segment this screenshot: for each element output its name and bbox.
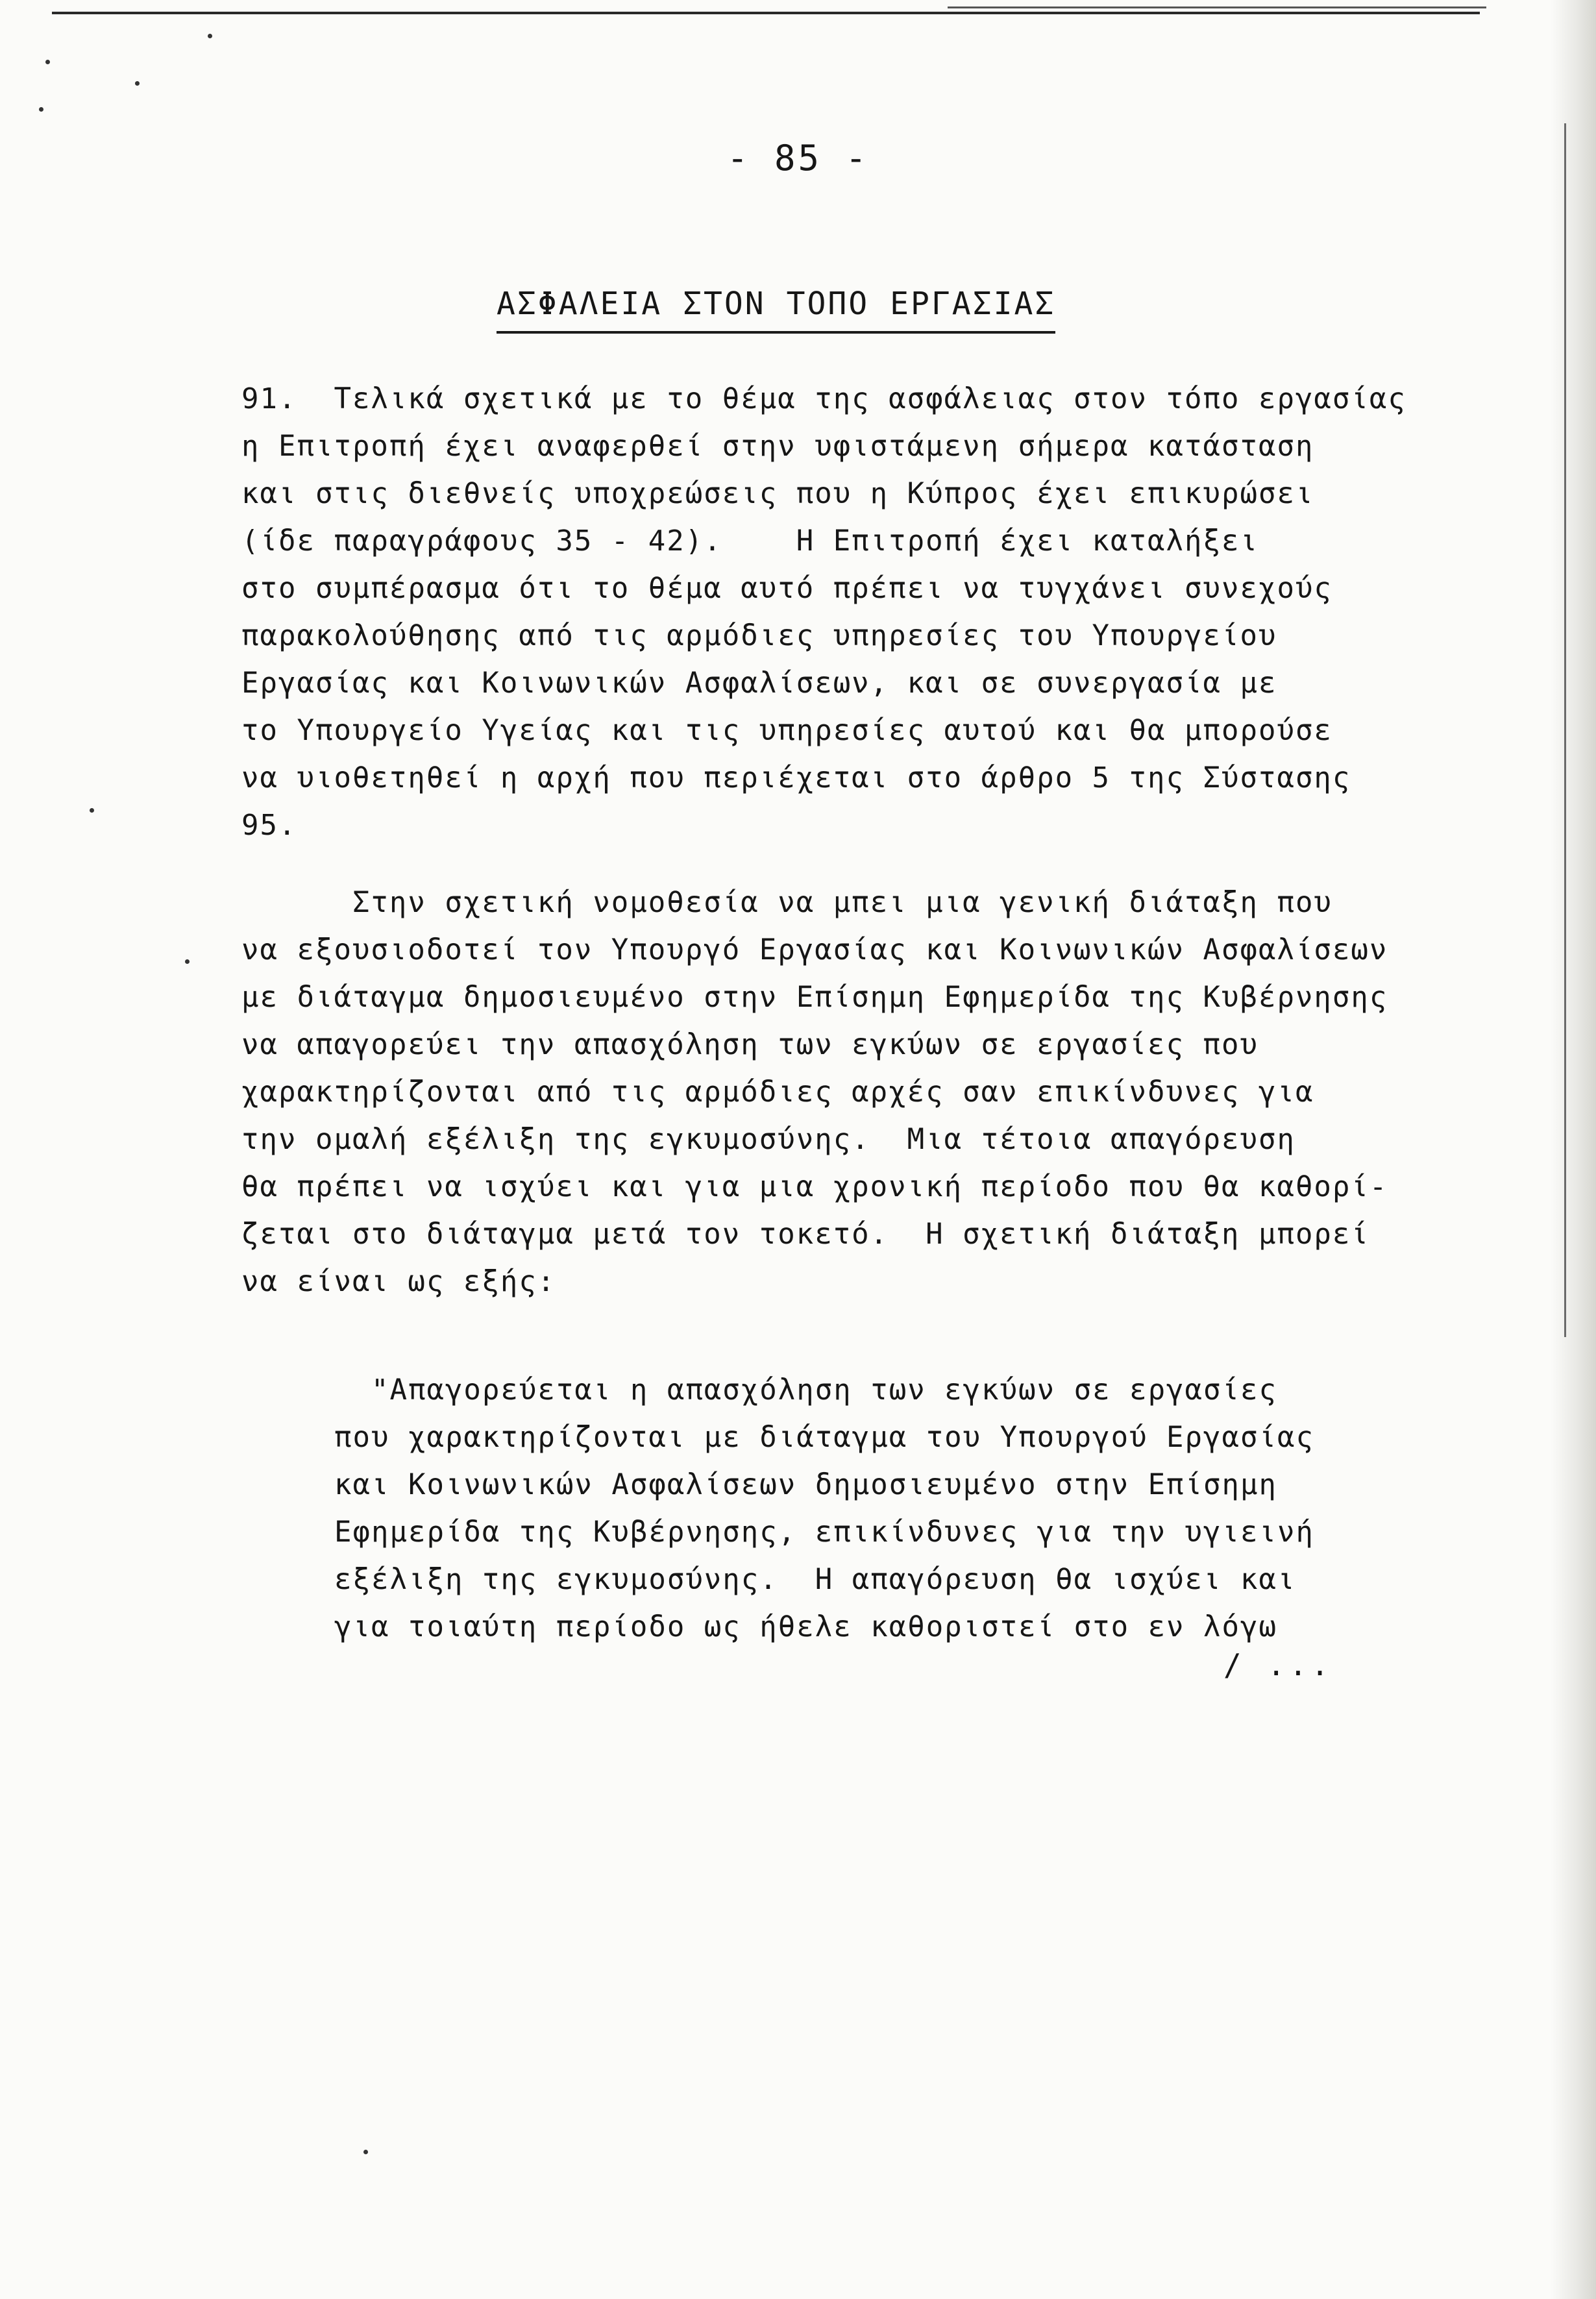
top-border-line-right (948, 6, 1486, 8)
text-line: να είναι ως εξής: (241, 1265, 556, 1298)
scan-speck (185, 959, 190, 964)
text-line: Εργασίας και Κοινωνικών Ασφαλίσεων, και σε συνεργασία με (241, 667, 1277, 700)
text-line: να απαγορεύει την απασχόληση των εγκύων σε εργασίες που (241, 1028, 1258, 1061)
paragraph-91 (241, 375, 1475, 849)
quoted-provision (334, 1366, 1567, 1651)
text-line: το Υπουργείο Υγείας και τις υπηρεσίες αυτού και θα μπορούσε (241, 714, 1332, 747)
scan-speck (363, 2150, 368, 2154)
top-border-line (52, 12, 1480, 14)
paragraph-legislation (241, 879, 1475, 1305)
text-line: και στις διεθνείς υποχρεώσεις που η Κύπρος έχει επικυρώσει (241, 477, 1314, 510)
text-line: 91. Τελικά σχετικά με το θέμα της ασφάλειας στον τόπο εργασίας (241, 382, 1406, 415)
text-line: η Επιτροπή έχει αναφερθεί στην υφιστάμενη σήμερα κατάσταση (241, 430, 1314, 463)
text-line: με διάταγμα δημοσιευμένο στην Επίσημη Εφημερίδα της Κυβέρνησης (241, 981, 1388, 1014)
text-line: Στην σχετική νομοθεσία να μπει μια γενική διάταξη που (241, 886, 1332, 919)
scan-speck (45, 60, 50, 64)
text-line: (ίδε παραγράφους 35 - 42). Η Επιτροπή έχει καταλήξει (241, 524, 1258, 558)
scan-speck (208, 34, 212, 38)
scan-speck (90, 808, 94, 813)
text-line: "Απαγορεύεται η απασχόληση των εγκύων σε εργασίες (334, 1373, 1278, 1407)
text-line: στο συμπέρασμα ότι το θέμα αυτό πρέπει να τυγχάνει συνεχούς (241, 572, 1332, 605)
text-line: που χαρακτηρίζονται με διάταγμα του Υπουργού Εργασίας (334, 1421, 1314, 1454)
text-line: να εξουσιοδοτεί τον Υπουργό Εργασίας και Κοινωνικών Ασφαλίσεων (241, 933, 1388, 966)
text-line: να υιοθετηθεί η αρχή που περιέχεται στο άρθρο 5 της Σύστασης (241, 761, 1351, 794)
scan-edge-rule (1564, 123, 1566, 1337)
page-number: - 85 - (726, 138, 870, 178)
text-line: 95. (241, 809, 297, 842)
section-heading: ΑΣΦΑΛΕΙΑ ΣΤΟΝ ΤΟΠΟ ΕΡΓΑΣΙΑΣ (497, 286, 1055, 334)
scan-speck (39, 107, 43, 112)
scan-edge-shadow (1551, 0, 1596, 2299)
text-line: χαρακτηρίζονται από τις αρμόδιες αρχές σαν επικίνδυνες για (241, 1076, 1314, 1109)
text-line: θα πρέπει να ισχύει και για μια χρονική περίοδο που θα καθορί- (241, 1170, 1388, 1203)
text-line: παρακολούθησης από τις αρμόδιες υπηρεσίες του Υπουργείου (241, 619, 1277, 652)
text-line: την ομαλή εξέλιξη της εγκυμοσύνης. Μια τέτοια απαγόρευση (241, 1123, 1295, 1156)
text-line: ζεται στο διάταγμα μετά τον τοκετό. Η σχετική διάταξη μπορεί (241, 1218, 1369, 1251)
text-line: και Κοινωνικών Ασφαλίσεων δημοσιευμένο στην Επίσημη (334, 1468, 1278, 1501)
continuation-mark: / ... (1223, 1647, 1333, 1682)
text-line: για τοιαύτη περίοδο ως ήθελε καθοριστεί στο εν λόγω (334, 1610, 1278, 1643)
text-line: Εφημερίδα της Κυβέρνησης, επικίνδυνες για την υγιεινή (334, 1516, 1314, 1549)
scan-speck (135, 81, 140, 86)
text-line: εξέλιξη της εγκυμοσύνης. Η απαγόρευση θα ισχύει και (334, 1563, 1296, 1596)
